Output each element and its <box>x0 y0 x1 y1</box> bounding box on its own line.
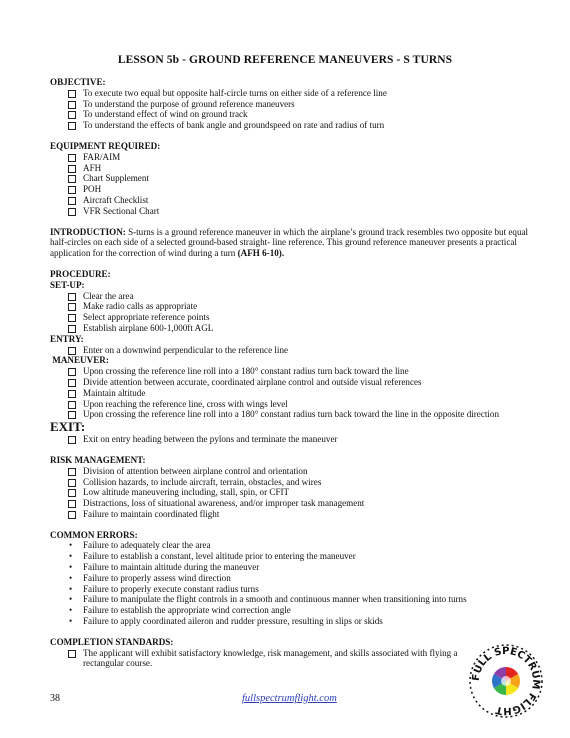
maneuver-item: Upon crossing the reference line roll into a 180° constant radius turn back toward the line in the opposite direction <box>68 409 542 420</box>
introduction-reference: (AFH 6-10) <box>237 248 282 259</box>
errors-heading: COMMON ERRORS: <box>50 529 138 540</box>
entry-list <box>50 345 542 356</box>
equipment-item: Chart Supplement <box>68 173 542 184</box>
website-link[interactable]: fullspectrumflight.com <box>242 693 337 704</box>
objective-list <box>50 88 542 131</box>
objective-item: To understand effect of wind on ground track <box>68 109 542 120</box>
introduction-label: INTRODUCTION: <box>50 226 126 237</box>
error-item: • Failure to establish the appropriate wind correction angle <box>68 605 542 616</box>
lesson-title: LESSON 5b - GROUND REFERENCE MANEUVERS - S TURNS <box>117 54 453 66</box>
risk-item: Division of attention between airplane control and orientation <box>68 466 542 477</box>
equipment-item: POH <box>68 184 542 195</box>
setup-item: Establish airplane 600-1,000ft AGL <box>68 323 542 334</box>
setup-heading: SET-UP: <box>50 279 85 290</box>
introduction-text: S-turns is a ground reference maneuver in which the airplane’s ground track resembles two opposite but equal half-circles on each side of a selected ground-based straight- line reference. This ground reference maneuver presents a practical application for the correction of wind during a turn <box>50 226 529 259</box>
maneuver-item: Divide attention between accurate, coordinated airplane control and outside visual references <box>68 377 542 388</box>
equipment-item: AFH <box>68 163 542 174</box>
equipment-list <box>50 152 542 217</box>
introduction-paragraph <box>50 227 542 259</box>
setup-list <box>50 291 542 334</box>
equipment-item: VFR Sectional Chart <box>68 206 542 217</box>
logo-lettering: FULL SPECTRUM FLIGHT <box>470 645 542 717</box>
error-item: • Failure to adequately clear the area <box>68 540 542 551</box>
completion-heading: COMPLETION STANDARDS: <box>50 636 174 647</box>
setup-item: Clear the area <box>68 291 542 302</box>
procedure-heading: PROCEDURE: <box>50 268 111 279</box>
error-item: • Failure to establish a constant, level altitude prior to entering the maneuver <box>68 551 542 562</box>
lesson-content <box>50 77 542 669</box>
page-number: 38 <box>50 693 60 704</box>
objective-heading: OBJECTIVE: <box>50 77 106 87</box>
error-item: • Failure to properly execute constant radius turns <box>68 584 542 595</box>
maneuver-item: Upon reaching the reference line, cross with wings level <box>68 399 542 410</box>
risk-item: Failure to maintain coordinated flight <box>68 509 542 520</box>
error-item: • Failure to manipulate the flight controls in a smooth and continuous manner when transitioning into turns <box>68 594 542 605</box>
error-item: • Failure to properly assess wind direction <box>68 573 542 584</box>
maneuver-item: Maintain altitude <box>68 388 542 399</box>
error-item: • Failure to apply coordinated aileron and rudder pressure, resulting in slips or skids <box>68 616 542 627</box>
entry-heading: ENTRY: <box>50 333 84 344</box>
objective-item: To understand the purpose of ground reference maneuvers <box>68 99 542 110</box>
equipment-item: Aircraft Checklist <box>68 195 542 206</box>
maneuver-item: Upon crossing the reference line roll into a 180° constant radius turn back toward the line <box>68 366 542 377</box>
risk-item: Collision hazards, to include aircraft, terrain, obstacles, and wires <box>68 477 542 488</box>
risk-list <box>50 466 542 520</box>
exit-item: Exit on entry heading between the pylons and terminate the maneuver <box>68 434 542 445</box>
error-item: • Failure to maintain altitude during the maneuver <box>68 562 542 573</box>
equipment-heading: EQUIPMENT REQUIRED: <box>50 140 161 151</box>
setup-item: Make radio calls as appropriate <box>68 301 542 312</box>
maneuver-list <box>50 366 542 420</box>
risk-heading: RISK MANAGEMENT: <box>50 454 146 465</box>
introduction-end: . <box>281 248 285 259</box>
errors-list <box>50 540 542 626</box>
objective-item: To understand the effects of bank angle and groundspeed on rate and radius of turn <box>68 120 542 131</box>
exit-list <box>50 434 542 445</box>
setup-item: Select appropriate reference points <box>68 312 542 323</box>
full-spectrum-flight-logo <box>466 641 546 721</box>
objective-item: To execute two equal but opposite half-circle turns on either side of a reference line <box>68 88 542 99</box>
color-wheel-icon <box>491 666 521 696</box>
completion-item: The applicant will exhibit satisfactory knowledge, risk management, and skills associated with flying a rectangular course. <box>68 648 542 670</box>
maneuver-heading: MANEUVER: <box>50 355 109 366</box>
exit-heading: EXIT: <box>50 419 86 435</box>
risk-item: Distractions, loss of situational awareness, and/or improper task management <box>68 498 542 509</box>
entry-item: Enter on a downwind perpendicular to the reference line <box>68 345 542 356</box>
risk-item: Low altitude maneuvering including, stall, spin, or CFIT <box>68 487 542 498</box>
equipment-item: FAR/AIM <box>68 152 542 163</box>
